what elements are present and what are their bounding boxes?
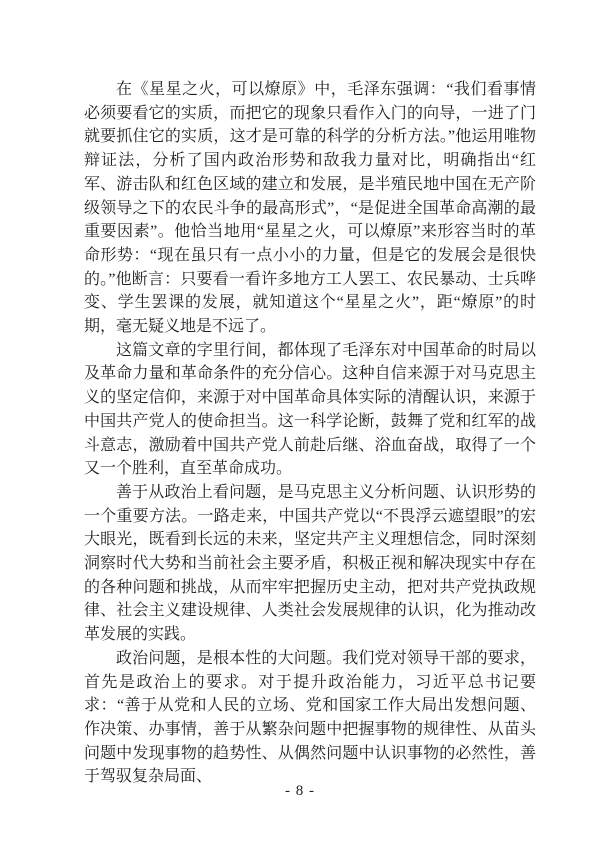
paragraph: 这篇文章的字里行间，都体现了毛泽东对中国革命的时局以及革命力量和革命条件的充分信心。这种自信来源于对马克思主义的坚定信仰，来源于对中国革命具体实际的清醒认识，来源于中国共产党人的使命担当。这一科学论断，鼓舞了党和红军的战斗意志，激励着中国共产党人前赴后继、浴血奋战，取得了一个又一个胜利，直至革命成功。 [84,341,536,478]
page-number: - 8 - [285,783,315,799]
paragraph: 在《星星之火，可以燎原》中，毛泽东强调：“我们看事情必须要看它的实质，而把它的现象只看作入门的向导，一进了门就要抓住它的实质，这才是可靠的科学的分析方法。”他运用唯物辩证法，分析了国内政治形势和敌我力量对比，明确指出“红军、游击队和红色区域的建立和发展，是半殖民地中国在无产阶级领导之下的农民斗争的最高形式”，“是促进全国革命高潮的最重要因素”。他恰当地用“星星之火，可以燎原”来形容当时的革命形势：“现在虽只有一点小小的力量，但是它的发展会是很快的。”他断言：只要看一看许多地方工人罢工、农民暴动、士兵哗变、学生罢课的发展，就知道这个“星星之火”，距“燎原”的时期，毫无疑义地是不远了。 [84,81,536,336]
paragraph: 政治问题，是根本性的大问题。我们党对领导干部的要求，首先是政治上的要求。对于提升政治能力，习近平总书记要求：“善于从党和人民的立场、党和国家工作大局出发想问题、作决策、办事情，善于从繁杂问题中把握事物的规律性、从苗头问题中发现事物的趋势性、从偶然问题中认识事物的必然性，善于驾驭复杂局面、 [84,649,536,786]
paragraph: 善于从政治上看问题，是马克思主义分析问题、认识形势的一个重要方法。一路走来，中国共产党以“不畏浮云遮望眼”的宏大眼光，既看到长远的未来，坚定共产主义理想信念，同时深刻洞察时代大势和当前社会主要矛盾，积极正视和解决现实中存在的各种问题和挑战，从而牢牢把握历史主动，把对共产党执政规律、社会主义建设规律、人类社会发展规律的认识，化为推动改革发展的实践。 [84,483,536,644]
body-text [84,78,536,789]
